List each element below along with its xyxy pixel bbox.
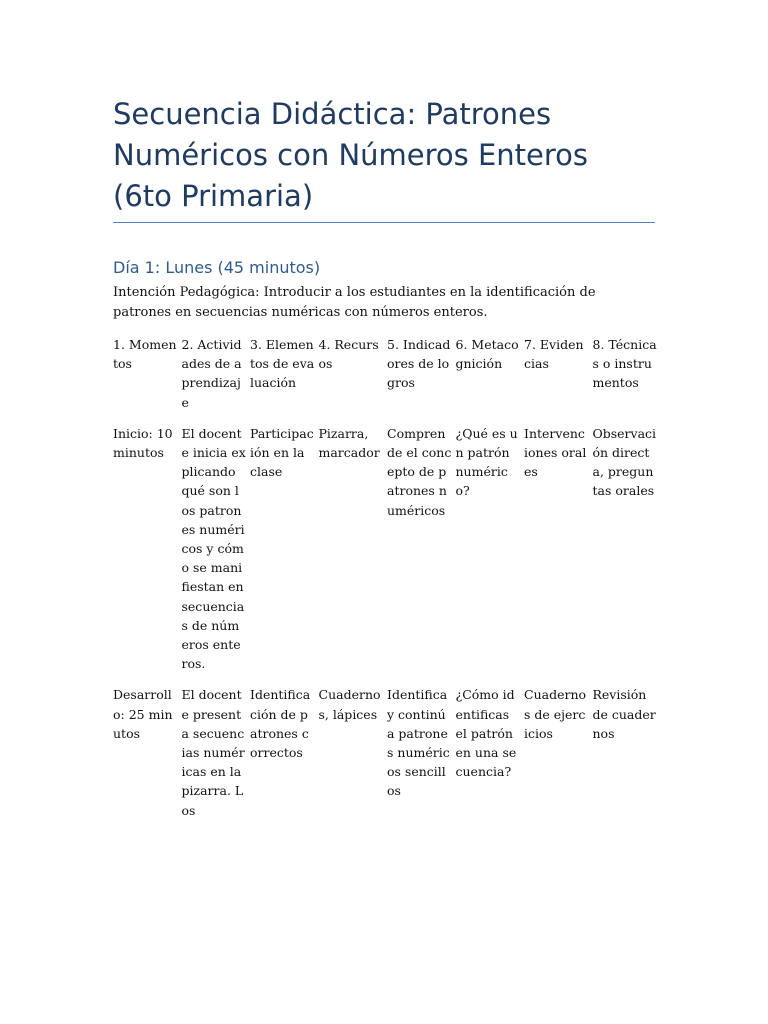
header-evaluation-elements: 3. Elementos de evaluación bbox=[250, 337, 315, 391]
table-cell: Cuadernos, lápices bbox=[318, 687, 381, 722]
table-cell: Participación en la clase bbox=[250, 425, 314, 480]
document-page bbox=[113, 94, 655, 832]
table-header-row bbox=[113, 335, 661, 424]
table-cell: ¿Cómo identificas el patrón en una secuencia? bbox=[455, 687, 517, 780]
table-cell: El docente presenta secuencias numéricas en la pizarra. Los bbox=[181, 687, 245, 818]
pedagogical-intent: Intención Pedagógica: Introducir a los estudiantes en la identificación de patrones en secuencias numéricas con números enteros. bbox=[113, 285, 596, 320]
table-cell: Comprende el concepto de patrones numéricos bbox=[387, 425, 452, 518]
table-cell: Inicio: 10 minutos bbox=[113, 425, 173, 461]
header-achievement-indicators: 5. Indicadores de logros bbox=[387, 337, 451, 391]
header-techniques: 8. Técnicas o instrumentos bbox=[592, 337, 657, 391]
header-metacognition: 6. Metacognición bbox=[455, 337, 519, 372]
table-cell: Desarrollo: 25 minutos bbox=[113, 687, 173, 741]
header-moments: 1. Momentos bbox=[113, 337, 177, 372]
header-resources: 4. Recursos bbox=[318, 337, 379, 372]
table-cell: Intervenciones orales bbox=[524, 425, 587, 480]
table-cell: El docente inicia explicando qué son los patrones numéricos y cómo se manifiestan en secuencias de números enteros. bbox=[181, 425, 246, 672]
header-evidence: 7. Evidencias bbox=[524, 337, 584, 372]
table-cell: Identifica y continúa patrones numéricos sencillos bbox=[387, 687, 450, 799]
table-row bbox=[113, 685, 661, 831]
title-divider bbox=[113, 222, 655, 223]
table-cell: Revisión de cuadernos bbox=[592, 687, 656, 741]
day-heading: Día 1: Lunes (45 minutos) bbox=[113, 258, 321, 277]
table-cell: Pizarra, marcador bbox=[318, 425, 380, 461]
table-cell: ¿Qué es un patrón numérico? bbox=[455, 425, 518, 499]
table-cell: Identificación de patrones correctos bbox=[250, 687, 311, 761]
table-cell: Cuadernos de ejercicios bbox=[524, 687, 587, 741]
didactic-sequence-table bbox=[113, 335, 661, 832]
header-activities: 2. Actividades de aprendizaje bbox=[181, 337, 242, 410]
table-row bbox=[113, 424, 661, 686]
table-cell: Observación directa, preguntas orales bbox=[592, 425, 657, 499]
document-title: Secuencia Didáctica: Patrones Numéricos con Números Enteros (6to Primaria) bbox=[113, 97, 589, 213]
